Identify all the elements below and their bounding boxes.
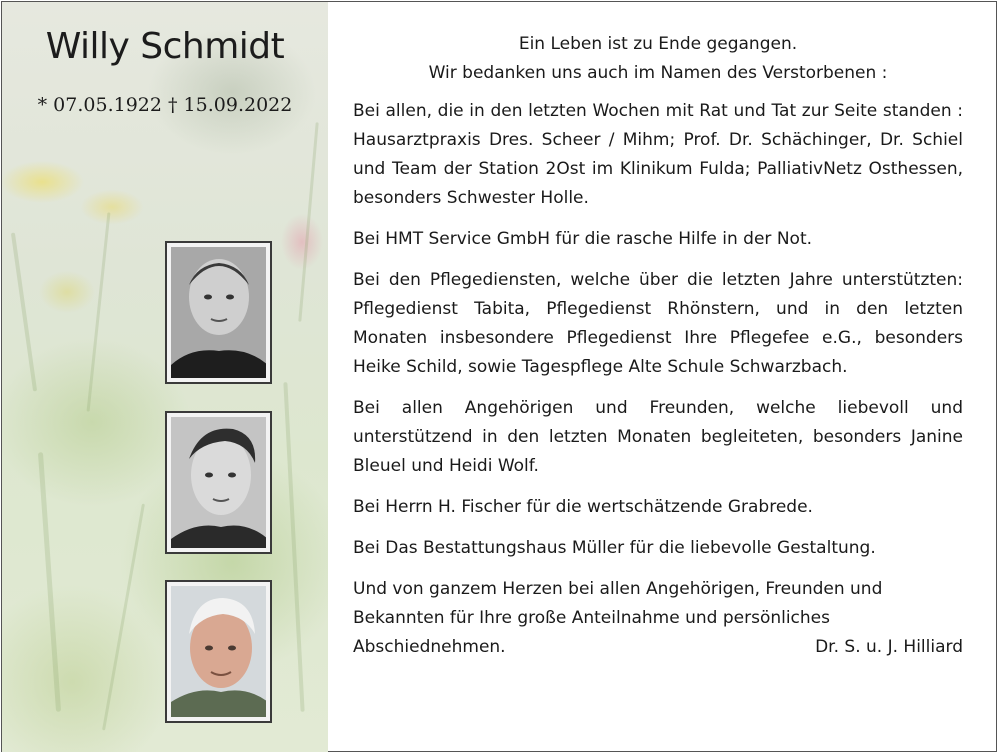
paragraph-7 <box>353 575 963 662</box>
portrait-frame-2 <box>165 411 272 554</box>
paragraph-4: Bei allen Angehörigen und Freunden, welche liebevoll und unterstützend in den letzten Monaten begleiteten, besonders Janine Bleuel und Heidi Wolf. <box>353 398 963 476</box>
paragraph-7-line-1: Und von ganzem Herzen bei allen Angehörigen, Freunden und <box>353 579 883 599</box>
intro-line-2: Wir bedanken uns auch im Namen des Verstorbenen : <box>428 63 888 83</box>
floral-background-panel <box>2 2 328 752</box>
paragraph-3: Bei den Pflegediensten, welche über die letzten Jahre unterstützten: Pflegedienst Tabita, Pflegedienst Rhönstern, und in den letzten Monaten insbesondere Pflegedienst Ihre Pflegefee e.G., besonders Heike Schild, sowie Tagespflege Alte Schule Schwarzbach. <box>353 270 963 377</box>
portrait-photo-elderly-icon <box>171 586 266 717</box>
portrait-frame-1 <box>165 241 272 384</box>
intro <box>353 30 963 88</box>
thanks-text-column <box>353 30 963 674</box>
paragraph-1: Bei allen, die in den letzten Wochen mit Rat und Tat zur Seite standen : Hausarztpraxis Dres. Scheer / Mihm; Prof. Dr. Schächinger, Dr. Schiel und Team der Station 2Ost im Klinikum Fulda; PalliativNetz Osthessen, besonders Schwester Holle. <box>353 101 963 208</box>
paragraph-2: Bei HMT Service GmbH für die rasche Hilfe in der Not. <box>353 229 813 249</box>
portrait-photo-young-icon <box>171 247 266 378</box>
paragraph-7-line-2: Bekannten für Ihre große Anteilnahme und persönliches <box>353 608 830 628</box>
life-dates: * 07.05.1922 † 15.09.2022 <box>37 94 293 116</box>
intro-line-1: Ein Leben ist zu Ende gegangen. <box>518 34 798 54</box>
paragraph-6: Bei Das Bestattungshaus Müller für die liebevolle Gestaltung. <box>353 538 876 558</box>
portrait-photo-middle-aged-icon <box>171 417 266 548</box>
deceased-name: Willy Schmidt <box>45 26 285 67</box>
paragraph-5: Bei Herrn H. Fischer für die wertschätzende Grabrede. <box>353 497 813 517</box>
closing-line <box>353 633 963 662</box>
signature: Dr. S. u. J. Hilliard <box>815 637 963 657</box>
paragraph-7-line-3: Abschiednehmen. <box>353 637 506 657</box>
portrait-frame-3 <box>165 580 272 723</box>
